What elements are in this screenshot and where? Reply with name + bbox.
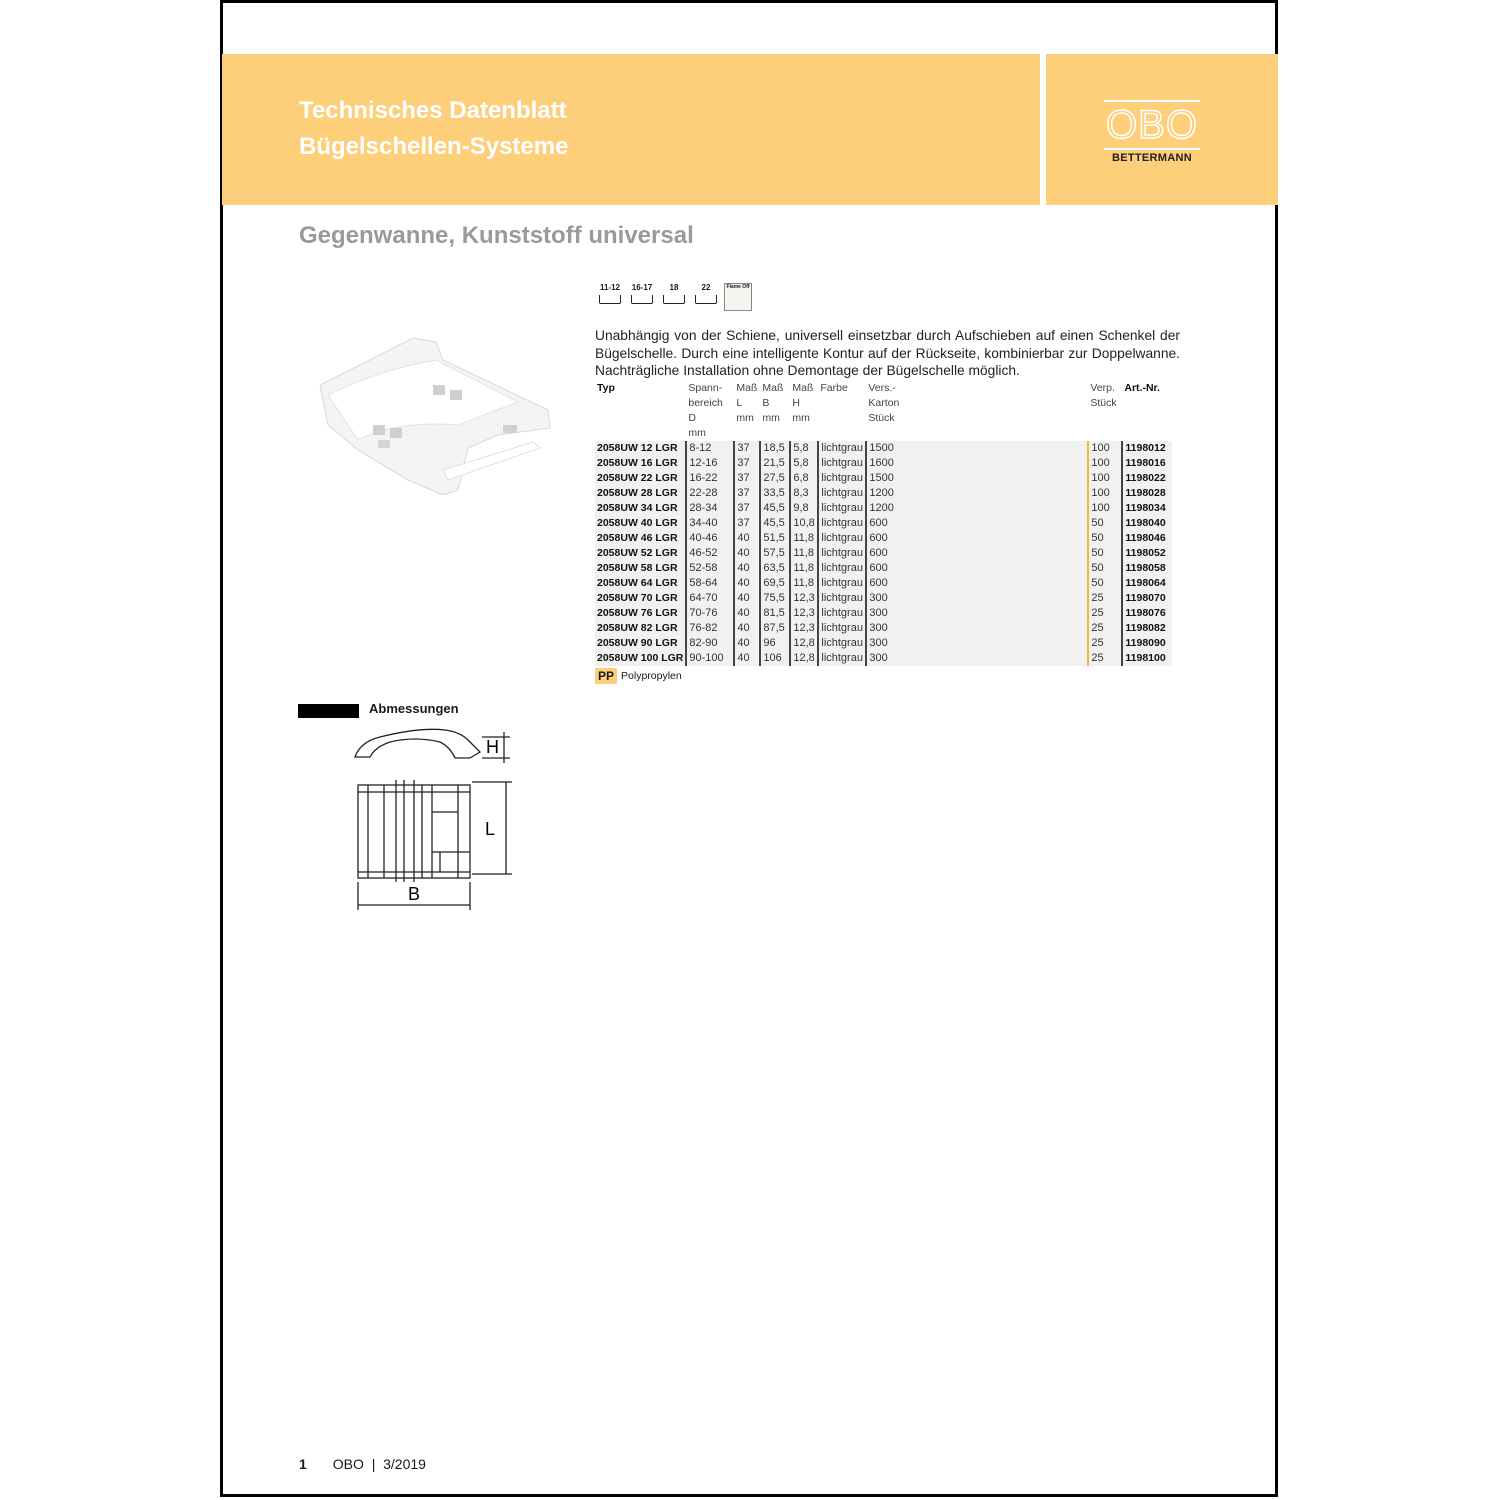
cell-typ: 2058UW 46 LGR — [597, 532, 678, 544]
cell-karton: 300 — [866, 591, 1088, 606]
rail-icon-label: 22 — [701, 283, 711, 292]
cell-mass-h: 10,8 — [790, 516, 818, 531]
title-line-2: Bügelschellen-Systeme — [299, 133, 569, 160]
cell-mass-l: 37 — [734, 441, 760, 456]
col-artnr: Art.-Nr. — [1124, 382, 1160, 394]
cell-karton: 1500 — [866, 471, 1088, 486]
logo-subtext: BETTERMANN — [1112, 152, 1192, 164]
table-row — [595, 531, 1172, 546]
cell-mass-b: 63,5 — [760, 561, 790, 576]
cell-farbe: lichtgrau — [818, 531, 866, 546]
logo-line-top — [1104, 100, 1200, 102]
cell-farbe: lichtgrau — [818, 516, 866, 531]
cell-artnr: 1198012 — [1122, 441, 1172, 456]
cell-verp: 25 — [1088, 651, 1122, 666]
cell-spannbereich: 90-100 — [686, 651, 734, 666]
table-row — [595, 621, 1172, 636]
cell-verp: 50 — [1088, 576, 1122, 591]
cell-mass-l: 40 — [734, 546, 760, 561]
cell-spannbereich: 28-34 — [686, 501, 734, 516]
page-title — [299, 93, 568, 165]
rail-icons — [596, 283, 752, 311]
cell-mass-l: 37 — [734, 501, 760, 516]
cell-typ: 2058UW 52 LGR — [597, 547, 678, 559]
material-legend — [595, 668, 682, 684]
cell-artnr: 1198040 — [1122, 516, 1172, 531]
banner-divider — [1040, 54, 1046, 205]
cell-spannbereich: 16-22 — [686, 471, 734, 486]
cell-mass-h: 12,3 — [790, 621, 818, 636]
cell-artnr: 1198082 — [1122, 621, 1172, 636]
cell-farbe: lichtgrau — [818, 621, 866, 636]
cell-typ: 2058UW 100 LGR — [597, 652, 684, 664]
cell-mass-l: 40 — [734, 576, 760, 591]
cell-mass-h: 11,8 — [790, 546, 818, 561]
cell-mass-b: 45,5 — [760, 516, 790, 531]
page-footer — [299, 1456, 426, 1472]
product-image — [318, 330, 553, 495]
col-mass-h: Maß H mm — [792, 382, 814, 424]
cell-verp: 100 — [1088, 456, 1122, 471]
table-row — [595, 636, 1172, 651]
col-verp: Verp. Stück — [1090, 382, 1117, 409]
cell-karton: 600 — [866, 546, 1088, 561]
cell-mass-b: 81,5 — [760, 606, 790, 621]
cell-artnr: 1198028 — [1122, 486, 1172, 501]
cell-spannbereich: 52-58 — [686, 561, 734, 576]
cell-mass-l: 37 — [734, 471, 760, 486]
table-row — [595, 591, 1172, 606]
cell-typ: 2058UW 90 LGR — [597, 637, 678, 649]
col-farbe: Farbe — [820, 382, 848, 394]
cell-spannbereich: 22-28 — [686, 486, 734, 501]
cell-typ: 2058UW 82 LGR — [597, 622, 678, 634]
cell-karton: 300 — [866, 636, 1088, 651]
cell-mass-l: 37 — [734, 486, 760, 501]
cell-artnr: 1198052 — [1122, 546, 1172, 561]
dimension-drawing — [340, 722, 540, 917]
cell-typ: 2058UW 28 LGR — [597, 487, 678, 499]
cell-mass-b: 45,5 — [760, 501, 790, 516]
cell-typ: 2058UW 12 LGR — [597, 442, 678, 454]
product-description: Unabhängig von der Schiene, universell einsetzbar durch Aufschieben auf einen Schenkel der Bügelschelle. Durch eine intelligente Kontur auf der Rückseite, kombinierbar zur Doppelwanne. Nachträgliche Installation ohne Demontage der Bügelschelle möglich. — [595, 328, 1180, 378]
cell-mass-l: 37 — [734, 456, 760, 471]
cell-mass-b: 106 — [760, 651, 790, 666]
cell-artnr: 1198100 — [1122, 651, 1172, 666]
cell-artnr: 1198070 — [1122, 591, 1172, 606]
cell-spannbereich: 76-82 — [686, 621, 734, 636]
obo-logo — [1100, 98, 1204, 164]
table-row — [595, 486, 1172, 501]
cell-mass-h: 11,8 — [790, 561, 818, 576]
cell-mass-l: 40 — [734, 621, 760, 636]
cell-spannbereich: 40-46 — [686, 531, 734, 546]
cell-typ: 2058UW 58 LGR — [597, 562, 678, 574]
cell-typ: 2058UW 70 LGR — [597, 592, 678, 604]
cell-spannbereich: 64-70 — [686, 591, 734, 606]
table-row — [595, 441, 1172, 456]
cell-mass-l: 40 — [734, 636, 760, 651]
cell-mass-b: 33,5 — [760, 486, 790, 501]
cell-mass-h: 6,8 — [790, 471, 818, 486]
cell-spannbereich: 46-52 — [686, 546, 734, 561]
rail-icon — [692, 283, 720, 309]
cell-mass-h: 8,3 — [790, 486, 818, 501]
cell-mass-b: 18,5 — [760, 441, 790, 456]
cell-artnr: 1198076 — [1122, 606, 1172, 621]
col-typ: Typ — [597, 382, 615, 394]
cell-artnr: 1198058 — [1122, 561, 1172, 576]
table-row — [595, 516, 1172, 531]
cell-karton: 600 — [866, 531, 1088, 546]
table-row — [595, 561, 1172, 576]
cell-mass-h: 5,8 — [790, 441, 818, 456]
cell-karton: 1200 — [866, 486, 1088, 501]
col-karton: Vers.- Karton Stück — [868, 382, 900, 424]
cell-mass-b: 75,5 — [760, 591, 790, 606]
cell-verp: 50 — [1088, 561, 1122, 576]
cell-verp: 100 — [1088, 471, 1122, 486]
dimensions-heading: Abmessungen — [369, 701, 459, 716]
cell-mass-b: 69,5 — [760, 576, 790, 591]
cell-karton: 600 — [866, 561, 1088, 576]
cell-farbe: lichtgrau — [818, 486, 866, 501]
cell-farbe: lichtgrau — [818, 606, 866, 621]
product-title: Gegenwanne, Kunststoff universal — [299, 222, 694, 249]
cell-karton: 300 — [866, 621, 1088, 636]
cell-mass-b: 27,5 — [760, 471, 790, 486]
logo-mark: OBO — [1106, 103, 1198, 147]
table-row — [595, 501, 1172, 516]
cell-karton: 1600 — [866, 456, 1088, 471]
cell-mass-h: 11,8 — [790, 531, 818, 546]
cell-mass-h: 12,3 — [790, 606, 818, 621]
cell-farbe: lichtgrau — [818, 546, 866, 561]
cell-verp: 50 — [1088, 531, 1122, 546]
footer-text: OBO | 3/2019 — [332, 1456, 426, 1472]
cell-farbe: lichtgrau — [818, 501, 866, 516]
cell-typ: 2058UW 34 LGR — [597, 502, 678, 514]
cell-spannbereich: 82-90 — [686, 636, 734, 651]
table-row — [595, 606, 1172, 621]
cell-spannbereich: 12-16 — [686, 456, 734, 471]
cell-mass-h: 5,8 — [790, 456, 818, 471]
col-mass-b: Maß B mm — [762, 382, 784, 424]
dim-label-l: L — [485, 819, 496, 839]
cell-karton: 600 — [866, 516, 1088, 531]
cell-mass-b: 57,5 — [760, 546, 790, 561]
cell-mass-l: 37 — [734, 516, 760, 531]
cell-karton: 600 — [866, 576, 1088, 591]
table-row — [595, 576, 1172, 591]
table-header-row — [595, 381, 1172, 441]
rail-icon-label: 11-12 — [599, 283, 621, 292]
rail-icon — [596, 283, 624, 309]
cell-mass-h: 12,3 — [790, 591, 818, 606]
cell-typ: 2058UW 64 LGR — [597, 577, 678, 589]
cell-artnr: 1198046 — [1122, 531, 1172, 546]
cell-mass-l: 40 — [734, 606, 760, 621]
cell-mass-b: 96 — [760, 636, 790, 651]
table-row — [595, 456, 1172, 471]
cell-farbe: lichtgrau — [818, 576, 866, 591]
cell-verp: 25 — [1088, 591, 1122, 606]
cell-verp: 25 — [1088, 636, 1122, 651]
cell-verp: 25 — [1088, 606, 1122, 621]
cert-icon-text: Flame Off — [726, 284, 750, 290]
cell-verp: 25 — [1088, 621, 1122, 636]
cell-mass-h: 9,8 — [790, 501, 818, 516]
col-mass-l: Maß L mm — [736, 382, 758, 424]
cell-karton: 1500 — [866, 441, 1088, 456]
table-row — [595, 546, 1172, 561]
material-name: Polypropylen — [621, 670, 682, 682]
cell-karton: 300 — [866, 606, 1088, 621]
cell-typ: 2058UW 76 LGR — [597, 607, 678, 619]
cell-artnr: 1198064 — [1122, 576, 1172, 591]
cell-farbe: lichtgrau — [818, 591, 866, 606]
cell-artnr: 1198034 — [1122, 501, 1172, 516]
cell-mass-l: 40 — [734, 531, 760, 546]
cell-spannbereich: 8-12 — [686, 441, 734, 456]
cell-mass-h: 11,8 — [790, 576, 818, 591]
cell-farbe: lichtgrau — [818, 561, 866, 576]
cell-verp: 100 — [1088, 501, 1122, 516]
cell-mass-h: 12,8 — [790, 636, 818, 651]
cell-spannbereich: 70-76 — [686, 606, 734, 621]
cell-verp: 100 — [1088, 486, 1122, 501]
rail-icon — [628, 283, 656, 309]
cell-verp: 100 — [1088, 441, 1122, 456]
cell-typ: 2058UW 22 LGR — [597, 472, 678, 484]
cell-farbe: lichtgrau — [818, 456, 866, 471]
table-row — [595, 651, 1172, 666]
material-code: PP — [595, 668, 617, 684]
rail-icon-label: 18 — [669, 283, 679, 292]
cell-mass-b: 87,5 — [760, 621, 790, 636]
cell-typ: 2058UW 40 LGR — [597, 517, 678, 529]
page-number: 1 — [299, 1456, 307, 1472]
cell-mass-l: 40 — [734, 561, 760, 576]
cell-farbe: lichtgrau — [818, 636, 866, 651]
product-table — [595, 381, 1172, 666]
cell-artnr: 1198016 — [1122, 456, 1172, 471]
cell-typ: 2058UW 16 LGR — [597, 457, 678, 469]
dim-label-b: B — [408, 884, 421, 904]
cell-verp: 50 — [1088, 516, 1122, 531]
title-line-1: Technisches Datenblatt — [299, 97, 567, 124]
rail-icon-label: 16-17 — [631, 283, 653, 292]
dim-label-h: H — [486, 737, 499, 757]
table-row — [595, 471, 1172, 486]
cell-mass-h: 12,8 — [790, 651, 818, 666]
cell-spannbereich: 34-40 — [686, 516, 734, 531]
cell-karton: 300 — [866, 651, 1088, 666]
logo-line-bottom — [1104, 148, 1200, 150]
cell-mass-l: 40 — [734, 651, 760, 666]
cell-mass-l: 40 — [734, 591, 760, 606]
cell-mass-b: 21,5 — [760, 456, 790, 471]
cell-farbe: lichtgrau — [818, 441, 866, 456]
cell-spannbereich: 58-64 — [686, 576, 734, 591]
cell-artnr: 1198022 — [1122, 471, 1172, 486]
rail-icon — [660, 283, 688, 309]
col-spannbereich: Spann- bereich D mm — [688, 382, 723, 439]
cell-verp: 50 — [1088, 546, 1122, 561]
cell-mass-b: 51,5 — [760, 531, 790, 546]
cell-farbe: lichtgrau — [818, 651, 866, 666]
cell-karton: 1200 — [866, 501, 1088, 516]
section-marker — [298, 704, 359, 718]
cell-artnr: 1198090 — [1122, 636, 1172, 651]
flame-off-icon — [724, 283, 752, 311]
cell-farbe: lichtgrau — [818, 471, 866, 486]
